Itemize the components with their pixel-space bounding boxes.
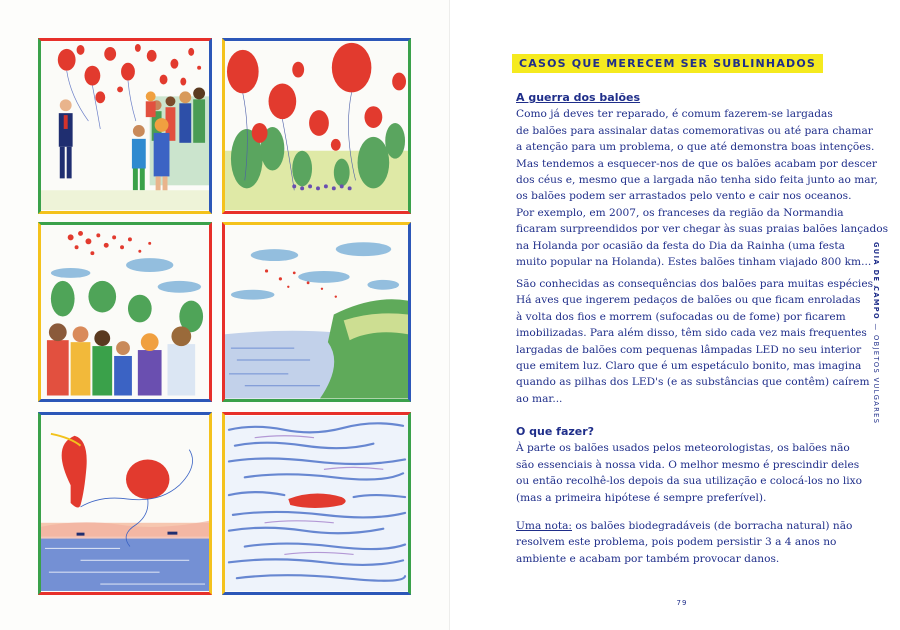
paragraph-line: dos céus e, mesmo que a largada não tenha sido feita junto ao mar, <box>516 174 878 187</box>
article-subheading: O que fazer? <box>516 425 595 438</box>
note-label: Uma nota: <box>516 520 572 532</box>
chapter-title: OBJETOS VULGARES <box>872 335 880 425</box>
paragraph-line: Mas tendemos a esquecer-nos de que os balões acabam por descer <box>516 157 877 170</box>
article-block-intro <box>516 90 889 270</box>
article-block-what-to-do <box>516 424 863 506</box>
page-number: 79 <box>676 599 688 607</box>
note-line <box>516 518 853 534</box>
paragraph-line: são essenciais à nossa vida. O melhor mesmo é prescindir deles <box>516 458 860 471</box>
balloon-release-drawing <box>41 41 209 211</box>
paragraph-line: ao mar... <box>516 392 563 405</box>
illustration-panel-balloon-release <box>38 38 212 214</box>
illustration-panel-deflated-balloons <box>38 412 212 595</box>
paragraph-line: que emitem luz. Claro que é um espetáculo bonito, mas imagina <box>516 360 862 373</box>
article-block-note <box>516 518 853 567</box>
crowd-watching-drawing <box>41 225 209 399</box>
paragraph-line: À parte os balões usados pelos meteorologistas, os balões não <box>516 442 850 455</box>
balloon-in-sea-drawing <box>225 415 408 592</box>
note-line: ambiente e acabam por também provocar danos. <box>516 552 780 565</box>
paragraph-line: largadas de balões com pequenas lâmpadas LED no seu interior <box>516 343 862 356</box>
balloons-over-trees-drawing <box>225 41 408 211</box>
paragraph-line: a atenção para um problema, o que até demonstra boas intenções. <box>516 141 875 154</box>
article-heading: A guerra dos balões <box>516 91 641 104</box>
running-header-separator: — <box>872 320 880 336</box>
paragraph-line: ficaram surpreendidos por ver chegar às suas praias balões lançados <box>516 223 889 236</box>
paragraph-line: Como já deves ter reparado, é comum fazerem-se largadas <box>516 108 833 121</box>
note-line: resolvem este problema, pois podem persistir 3 a 4 anos no <box>516 536 837 549</box>
coast-drawing <box>225 225 408 399</box>
paragraph-line: São conhecidas as consequências dos balões para muitas espécies. <box>516 278 877 290</box>
paragraph-line: Há aves que ingerem pedaços de balões ou que ficam enroladas <box>516 294 861 307</box>
illustration-panel-coast <box>222 222 411 402</box>
illustration-panel-crowd-watching <box>38 222 212 402</box>
paragraph-line: os balões podem ser arrastados pelo vento e cair nos oceanos. <box>516 190 852 203</box>
illustration-panel-balloon-in-sea <box>222 412 411 595</box>
paragraph-line: muito popular na Holanda). Estes balões tinham viajado 800 km... <box>516 256 872 269</box>
paragraph-line: quando as pilhas dos LED's (e as substâncias que contêm) caírem <box>516 376 870 389</box>
paragraph-line: ou então recolhê-los depois da sua utilização e colocá-los no lixo <box>516 475 863 488</box>
guide-title: GUIA DE CAMPO <box>872 242 880 321</box>
paragraph-line: (mas a primeira hipótese é sempre preferível). <box>516 491 767 504</box>
running-header-vertical <box>872 242 880 424</box>
paragraph-line: na Holanda por ocasião da festa do Dia da Rainha (uma festa <box>516 239 845 252</box>
illustration-panel-balloons-over-trees <box>222 38 411 214</box>
paragraph-line: imobilizadas. Para além disso, têm sido cada vez mais frequentes <box>516 327 867 340</box>
paragraph-line: de balões para assinalar datas comemorativas ou até para chamar <box>516 124 873 137</box>
deflated-balloons-drawing <box>41 415 209 592</box>
paragraph-line: Por exemplo, em 2007, os franceses da região da Normandia <box>516 206 844 219</box>
paragraph-line: à volta dos fios e morrem (sufocadas ou de fome) por ficarem <box>516 310 846 323</box>
note-text: os balões biodegradáveis (de borracha natural) não <box>572 520 853 532</box>
section-title: CASOS QUE MERECEM SER SUBLINHADOS <box>512 54 823 73</box>
